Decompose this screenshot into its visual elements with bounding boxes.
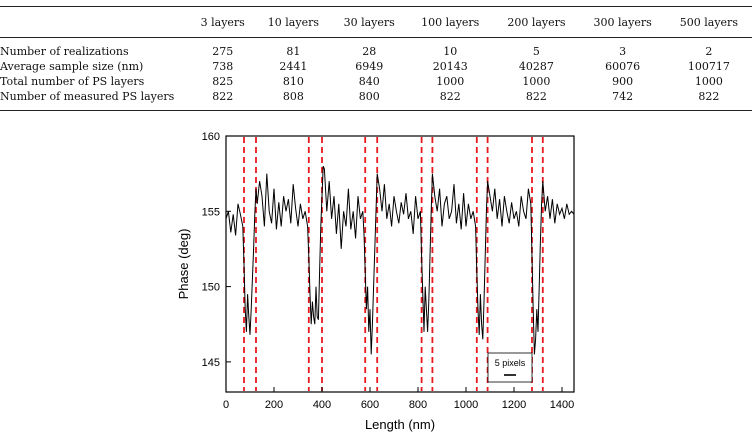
table-header-cell: 200 layers [507, 15, 566, 29]
table-header-cell: 30 layers [343, 15, 395, 29]
table-header-cell: 300 layers [593, 15, 652, 29]
table-cell: 822 [212, 90, 234, 103]
table-cell: 2 [705, 45, 713, 58]
table-cell: 6949 [355, 60, 384, 73]
table-cell: 28 [362, 45, 377, 58]
table-row [0, 74, 752, 89]
x-tick-label: 600 [360, 399, 380, 411]
table-cell: 20143 [432, 60, 468, 73]
table-cell: 822 [439, 90, 461, 103]
table-row [0, 59, 752, 74]
row-label: Number of measured PS layers [0, 90, 175, 103]
table-body [0, 38, 752, 111]
table-cell: 3 [619, 45, 627, 58]
table-cell: 808 [282, 90, 304, 103]
row-label: Total number of PS layers [0, 75, 145, 88]
table-cell: 738 [212, 60, 234, 73]
table-cell: 10 [443, 45, 458, 58]
table-row [0, 38, 752, 60]
table-cell: 825 [212, 75, 234, 88]
table-cell: 840 [358, 75, 380, 88]
row-label: Average sample size (nm) [0, 60, 144, 73]
scale-bar-label: 5 pixels [494, 358, 526, 368]
row-label: Number of realizations [0, 45, 129, 58]
table-header-cell: 3 layers [200, 15, 245, 29]
x-tick-label: 400 [312, 399, 332, 411]
x-tick-label: 1400 [549, 399, 575, 411]
table-cell: 742 [612, 90, 634, 103]
table-header-cell: 500 layers [679, 15, 738, 29]
table-cell: 810 [282, 75, 304, 88]
y-tick-label: 150 [201, 281, 220, 294]
table-header-cell: 10 layers [267, 15, 319, 29]
table-cell: 822 [698, 90, 720, 103]
table-cell: 800 [358, 90, 380, 103]
table-cell: 1000 [522, 75, 551, 88]
x-tick-label: 200 [264, 399, 284, 411]
table-cell: 60076 [605, 60, 641, 73]
table-cell: 275 [212, 45, 234, 58]
table-cell: 100717 [687, 60, 730, 73]
table-cell: 81 [286, 45, 301, 58]
y-tick-label: 155 [201, 206, 220, 219]
table-header-cell: 100 layers [421, 15, 480, 29]
phase-series [226, 166, 574, 354]
scale-bar-box [488, 353, 532, 382]
table-cell: 2441 [279, 60, 308, 73]
x-tick-label: 1200 [501, 399, 527, 411]
x-tick-label: 0 [222, 399, 230, 411]
y-axis-label: Phase (deg) [176, 228, 191, 300]
x-tick-label: 1000 [453, 399, 479, 411]
data-table-container [0, 6, 752, 111]
y-tick-label: 160 [201, 131, 220, 143]
x-tick-label: 800 [408, 399, 428, 411]
table-header-blank [0, 7, 190, 38]
table-cell: 822 [525, 90, 547, 103]
y-tick-label: 145 [201, 356, 220, 369]
table-cell: 5 [532, 45, 540, 58]
table-cell: 1000 [436, 75, 465, 88]
phase-chart [170, 126, 590, 444]
x-axis-label: Length (nm) [364, 417, 436, 432]
table-header-row [0, 7, 752, 38]
x-axis-ticks [223, 387, 574, 411]
table-cell: 1000 [694, 75, 723, 88]
data-table [0, 6, 752, 111]
table-cell: 40287 [518, 60, 554, 73]
table-cell: 900 [612, 75, 634, 88]
phase-line [226, 166, 574, 354]
table-row [0, 89, 752, 111]
table-header [0, 7, 752, 38]
